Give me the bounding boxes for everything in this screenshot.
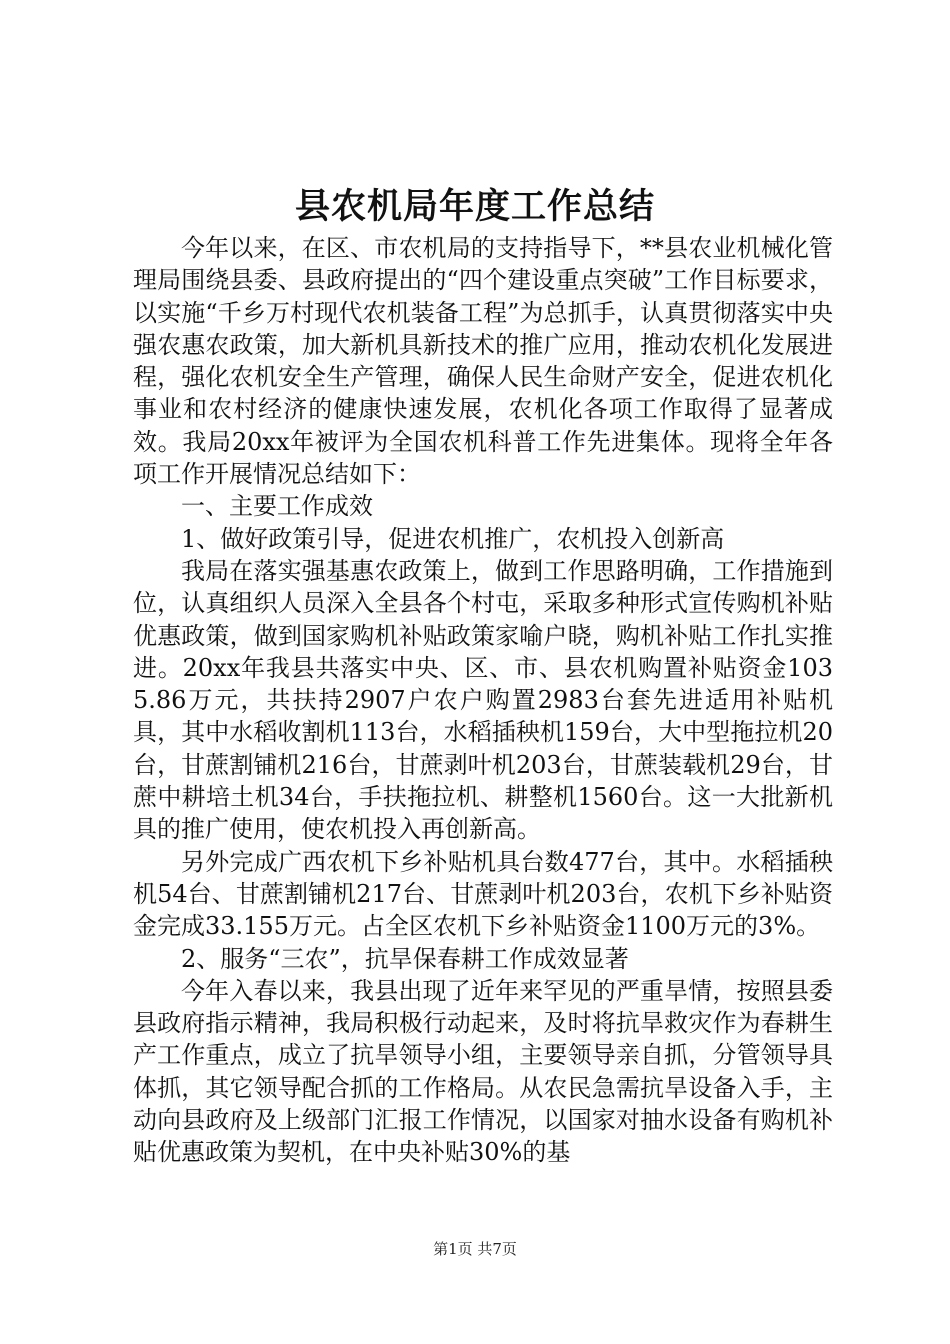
subsection-heading-policy: 1、做好政策引导，促进农机推广，农机投入创新高 <box>181 524 725 553</box>
paragraph-drought: 今年入春以来，我县出现了近年来罕见的严重旱情，按照县委县政府指示精神，我局积极行动起来，及时将抗旱救灾作为春耕生产工作重点，成立了抗旱领导小组，主要领导亲自抓，分管领导具体抓，其它领导配合抓的工作格局。从农民急需抗旱设备入手，主动向县政府及上级部门汇报工作情况，以国家对抽水设备有购机补贴优惠政策为契机，在中央补贴30%的基 <box>133 976 833 1167</box>
paragraph-intro: 今年以来，在区、市农机局的支持指导下，**县农业机械化管理局围绕县委、县政府提出的“四个建设重点突破”工作目标要求，以实施“千乡万村现代农机装备工程”为总抓手，认真贯彻落实中央强农惠农政策，加大新机具新技术的推广应用，推动农机化发展进程，强化农机安全生产管理，确保人民生命财产安全，促进农机化事业和农村经济的健康快速发展，农机化各项工作取得了显著成效。我局20xx年被评为全国农机科普工作先进集体。现将全年各项工作开展情况总结如下： <box>133 234 833 489</box>
page-footer: 第1页 共7页 <box>433 1240 517 1258</box>
section-heading-main-results: 一、主要工作成效 <box>181 492 373 521</box>
paragraph-countryside-subsidy: 另外完成广西农机下乡补贴机具台数477台，其中。水稻插秧机54台、甘蔗割铺机217台、甘蔗剥叶机203台，农机下乡补贴资金完成33.155万元。占全区农机下乡补贴资金1100万元的3%。 <box>133 847 833 941</box>
document-title: 县农机局年度工作总结 <box>294 186 655 227</box>
document-body <box>133 232 833 1169</box>
paragraph-subsidy: 我局在落实强基惠农政策上，做到工作思路明确，工作措施到位，认真组织人员深入全县各个村屯，采取多种形式宣传购机补贴优惠政策，做到国家购机补贴政策家喻户晓，购机补贴工作扎实推进。20xx年我县共落实中央、区、市、县农机购置补贴资金1035.86万元，共扶持2907户农户购置2983台套先进适用补贴机具，其中水稻收割机113台，水稻插秧机159台，大中型拖拉机20台，甘蔗割铺机216台，甘蔗剥叶机203台，甘蔗装载机29台，甘蔗中耕培土机34台，手扶拖拉机、耕整机1560台。这一大批新机具的推广使用，使农机投入再创新高。 <box>133 556 833 844</box>
subsection-heading-drought: 2、服务“三农”，抗旱保春耕工作成效显著 <box>181 944 629 973</box>
